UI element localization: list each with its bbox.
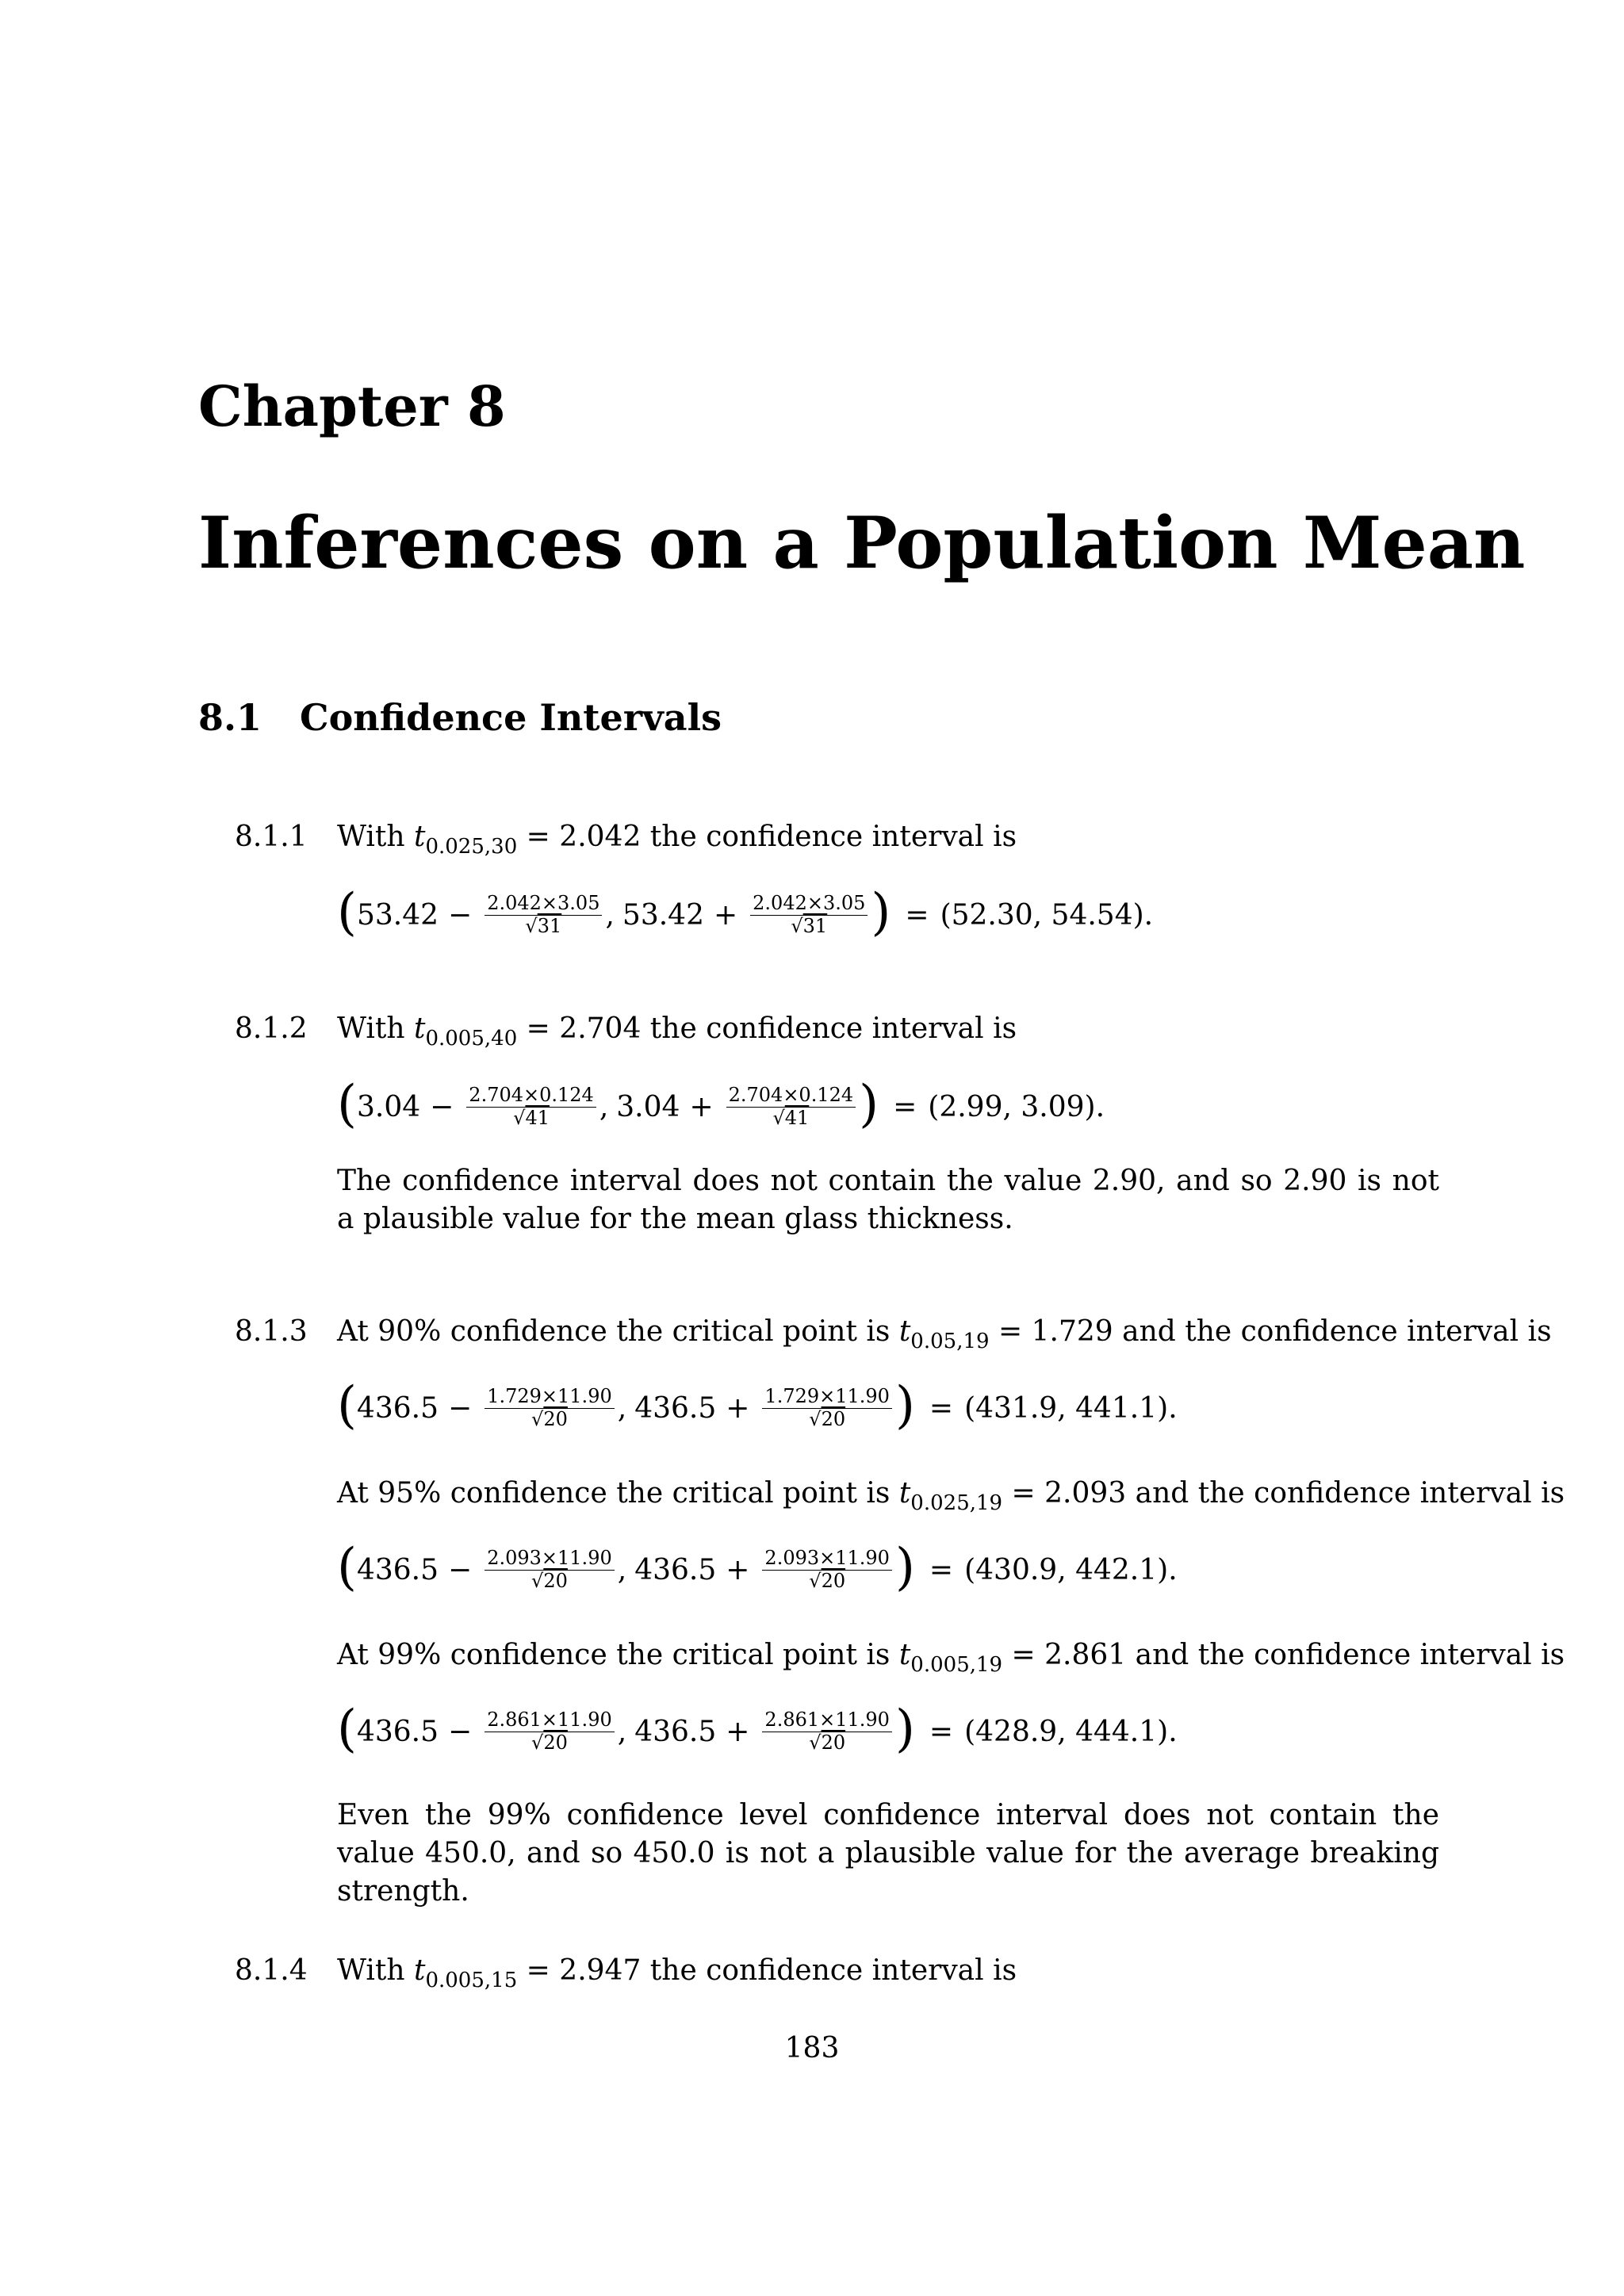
confidence-interval-formula	[337, 883, 1153, 947]
plus-sign: +	[713, 898, 738, 932]
plus-sign: +	[726, 1553, 750, 1586]
right-paren: )	[894, 1538, 915, 1597]
right-paren: )	[894, 1376, 915, 1435]
fraction-numerator: 2.861×11.90	[762, 1710, 892, 1732]
left-paren: (	[337, 1538, 357, 1597]
sqrt-argument: 20	[821, 1408, 846, 1430]
point-estimate: 436.5	[356, 1715, 439, 1748]
equals-sign: =	[929, 1715, 954, 1748]
right-paren: )	[859, 1075, 879, 1134]
sqrt-symbol: √	[513, 1107, 526, 1129]
comma: ,	[617, 1553, 627, 1586]
confidence-interval-formula	[337, 1700, 1178, 1763]
fraction-numerator: 2.704×0.124	[726, 1085, 856, 1108]
right-paren: )	[894, 1700, 915, 1758]
margin-fraction	[485, 1710, 615, 1753]
plus-sign: +	[726, 1715, 750, 1748]
margin-fraction	[485, 1384, 615, 1430]
point-estimate: 436.5	[356, 1391, 439, 1425]
sqrt-argument: 41	[525, 1107, 550, 1129]
comma: ,	[599, 1090, 609, 1123]
fraction-denominator	[809, 1409, 845, 1429]
problem-conclusion: Even the 99% confidence level confidence interval does not contain the value 450.0, and so 450.0 is not a plausible value for the average breaking strength.	[337, 1799, 1439, 1908]
fraction-denominator	[809, 1571, 845, 1591]
sqrt-argument: 20	[543, 1408, 568, 1430]
plus-sign: +	[689, 1090, 714, 1123]
sqrt-argument: 20	[821, 1570, 846, 1592]
sqrt-argument: 20	[543, 1732, 568, 1754]
problem-number: 8.1.1	[235, 821, 308, 853]
problem-intro: At 99% confidence the critical point is $t_{0.005,19} = 2.861$ and the confidence interval is	[337, 1639, 1565, 1677]
fraction-denominator	[531, 1732, 568, 1753]
sqrt-symbol: √	[791, 915, 803, 937]
point-estimate: 436.5	[356, 1553, 439, 1586]
minus-sign: −	[448, 898, 473, 932]
sqrt-symbol: √	[531, 1570, 544, 1592]
minus-sign: −	[448, 1553, 473, 1586]
problem-intro: With $t_{0.005,40} = 2.704$ the confidence interval is	[337, 1012, 1017, 1050]
problem-intro: With $t_{0.025,30} = 2.042$ the confidence interval is	[337, 821, 1017, 859]
fraction-denominator	[531, 1409, 568, 1429]
fraction-numerator: 1.729×11.90	[485, 1387, 615, 1409]
problem-intro: At 90% confidence the critical point is $t_{0.05,19} = 1.729$ and the confidence interval is	[337, 1315, 1552, 1353]
fraction-numerator: 2.093×11.90	[485, 1548, 615, 1571]
section-title: Confidence Intervals	[300, 696, 722, 739]
equals-sign: =	[893, 1090, 917, 1123]
fraction-denominator	[809, 1732, 845, 1753]
fraction-numerator: 2.042×3.05	[750, 894, 868, 916]
left-paren: (	[337, 883, 357, 942]
confidence-interval-formula	[337, 1538, 1178, 1601]
sqrt-symbol: √	[772, 1107, 785, 1129]
sqrt-argument: 20	[821, 1732, 846, 1754]
equals-sign: =	[929, 1391, 954, 1425]
problem-number: 8.1.2	[235, 1012, 308, 1045]
margin-fraction	[762, 1548, 892, 1591]
margin-fraction	[750, 891, 868, 937]
page-number: 183	[784, 2032, 840, 2064]
margin-fraction	[466, 1085, 596, 1128]
minus-sign: −	[430, 1090, 454, 1123]
margin-fraction	[762, 1710, 892, 1753]
plus-sign: +	[726, 1391, 750, 1425]
problem-intro: At 95% confidence the critical point is $t_{0.025,19} = 2.093$ and the confidence interval is	[337, 1477, 1565, 1515]
point-estimate: 436.5	[634, 1553, 717, 1586]
margin-fraction	[726, 1085, 856, 1128]
minus-sign: −	[448, 1391, 473, 1425]
equals-sign: =	[929, 1553, 954, 1586]
interval-result: (2.99, 3.09).	[928, 1090, 1105, 1123]
fraction-numerator: 2.042×3.05	[485, 894, 602, 916]
comma: ,	[617, 1391, 627, 1425]
interval-result: (430.9, 442.1).	[964, 1553, 1178, 1586]
point-estimate: 436.5	[634, 1391, 717, 1425]
chapter-title: Inferences on a Population Mean	[198, 501, 1526, 585]
left-paren: (	[337, 1376, 357, 1435]
sqrt-argument: 41	[784, 1107, 810, 1129]
problem-intro: With $t_{0.005,15} = 2.947$ the confidence interval is	[337, 1954, 1017, 1992]
margin-fraction	[485, 1548, 615, 1591]
sqrt-symbol: √	[531, 1732, 544, 1754]
sqrt-symbol: √	[809, 1408, 822, 1430]
sqrt-argument: 31	[537, 915, 562, 937]
fraction-numerator: 2.861×11.90	[485, 1710, 615, 1732]
left-paren: (	[337, 1075, 357, 1134]
fraction-denominator	[791, 916, 827, 936]
interval-result: (431.9, 441.1).	[964, 1391, 1178, 1425]
point-estimate: 3.04	[616, 1090, 680, 1123]
equals-sign: =	[905, 898, 929, 932]
sqrt-argument: 31	[802, 915, 828, 937]
minus-sign: −	[448, 1715, 473, 1748]
point-estimate: 53.42	[622, 898, 704, 932]
problem-conclusion: The confidence interval does not contain the value 2.90, and so 2.90 is not a plausible value for the mean glass thickness.	[337, 1165, 1439, 1235]
sqrt-symbol: √	[809, 1570, 822, 1592]
sqrt-symbol: √	[525, 915, 538, 937]
section-number: 8.1	[198, 696, 262, 739]
left-paren: (	[337, 1700, 357, 1758]
fraction-numerator: 2.093×11.90	[762, 1548, 892, 1571]
chapter-label: Chapter 8	[198, 373, 506, 439]
fraction-numerator: 2.704×0.124	[466, 1085, 596, 1108]
problem-number: 8.1.3	[235, 1315, 308, 1348]
fraction-numerator: 1.729×11.90	[762, 1387, 892, 1409]
point-estimate: 436.5	[634, 1715, 717, 1748]
fraction-denominator	[513, 1108, 550, 1128]
sqrt-symbol: √	[809, 1732, 822, 1754]
interval-result: (428.9, 444.1).	[964, 1715, 1178, 1748]
fraction-denominator	[772, 1108, 809, 1128]
right-paren: )	[871, 883, 891, 942]
sqrt-argument: 20	[543, 1570, 568, 1592]
comma: ,	[617, 1715, 627, 1748]
confidence-interval-formula	[337, 1075, 1105, 1138]
confidence-interval-formula	[337, 1376, 1178, 1440]
margin-fraction	[762, 1384, 892, 1430]
point-estimate: 3.04	[356, 1090, 421, 1123]
fraction-denominator	[531, 1571, 568, 1591]
problem-number: 8.1.4	[235, 1954, 308, 1987]
comma: ,	[605, 898, 615, 932]
margin-fraction	[485, 891, 602, 937]
point-estimate: 53.42	[356, 898, 439, 932]
interval-result: (52.30, 54.54).	[940, 898, 1154, 932]
fraction-denominator	[525, 916, 561, 936]
sqrt-symbol: √	[531, 1408, 544, 1430]
